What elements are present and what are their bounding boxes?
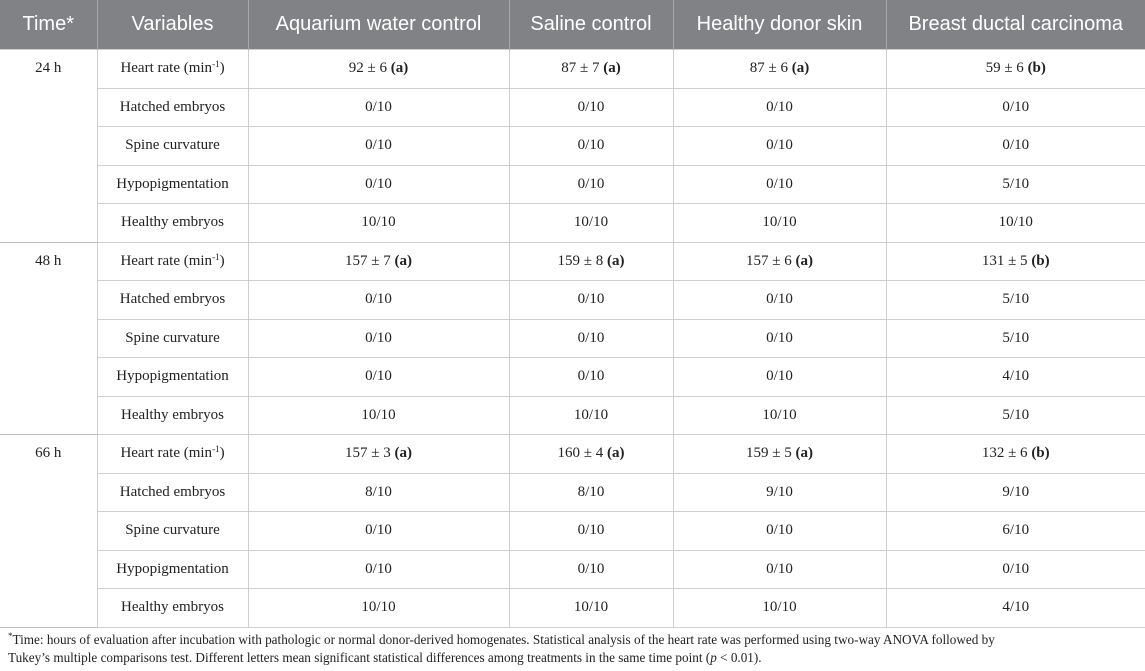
table-row — [0, 358, 1145, 397]
value-main: 0/10 — [365, 522, 392, 539]
variable-cell — [97, 204, 248, 243]
value-cell — [673, 88, 886, 127]
value-main: 0/10 — [577, 560, 605, 577]
value-cell — [886, 319, 1145, 358]
table-row — [0, 435, 1145, 474]
value-cell — [248, 396, 509, 435]
variable-label: Heart rate (min — [120, 60, 213, 77]
variable-label: Heart rate (min — [120, 445, 213, 462]
significance-letter: (a) — [390, 60, 409, 77]
table-row — [0, 127, 1145, 166]
value-cell — [886, 589, 1145, 628]
table-row — [0, 281, 1145, 320]
table-body — [0, 50, 1145, 628]
significance-letter: (a) — [606, 252, 625, 269]
value-main: 0/10 — [766, 137, 793, 154]
value-cell — [509, 473, 673, 512]
value-main: 9/10 — [766, 483, 793, 500]
value-main: 0/10 — [577, 291, 605, 308]
value-main: 0/10 — [766, 522, 793, 539]
variable-cell — [97, 242, 248, 281]
variable-unit-exponent: -1 — [212, 251, 220, 262]
significance-letter: (a) — [603, 60, 621, 77]
variable-label: Hatched embryos — [119, 291, 226, 308]
value-main: 0/10 — [766, 560, 793, 577]
value-main: 10/10 — [361, 214, 396, 231]
variable-label: Spine curvature — [125, 137, 220, 154]
value-main: 10/10 — [573, 214, 609, 231]
value-main: 8/10 — [365, 483, 392, 500]
header-saline-control: Saline control — [509, 0, 673, 50]
value-main: 0/10 — [1002, 98, 1030, 115]
value-cell — [248, 550, 509, 589]
value-main: 5/10 — [1002, 406, 1030, 423]
value-main: 5/10 — [1002, 291, 1030, 308]
variable-cell — [97, 435, 248, 474]
variable-unit-exponent: -1 — [212, 444, 220, 455]
time-cell: 24 h — [0, 50, 97, 243]
value-cell — [248, 281, 509, 320]
variable-label: Healthy embryos — [121, 406, 224, 423]
value-cell — [673, 319, 886, 358]
table-row — [0, 204, 1145, 243]
table-row — [0, 165, 1145, 204]
value-cell — [509, 165, 673, 204]
value-main: 0/10 — [577, 137, 605, 154]
value-main: 157 ± 3 — [345, 445, 391, 462]
value-cell — [509, 396, 673, 435]
value-main: 6/10 — [1002, 522, 1030, 539]
value-cell — [248, 435, 509, 474]
value-main: 59 ± 6 — [985, 60, 1024, 77]
value-cell — [673, 50, 886, 89]
variable-cell — [97, 550, 248, 589]
table-row — [0, 88, 1145, 127]
value-main: 9/10 — [1002, 483, 1030, 500]
footnote-text-3: < 0.01). — [716, 650, 762, 665]
value-cell — [886, 281, 1145, 320]
value-cell — [886, 165, 1145, 204]
value-main: 159 ± 5 — [746, 445, 792, 462]
variable-cell — [97, 88, 248, 127]
variable-cell — [97, 589, 248, 628]
value-main: 0/10 — [766, 175, 793, 192]
table-row — [0, 242, 1145, 281]
variable-cell — [97, 127, 248, 166]
value-main: 0/10 — [766, 98, 793, 115]
significance-letter: (a) — [795, 445, 813, 462]
time-cell: 48 h — [0, 242, 97, 435]
value-main: 0/10 — [365, 137, 392, 154]
value-cell — [886, 550, 1145, 589]
value-cell — [886, 50, 1145, 89]
variable-cell — [97, 396, 248, 435]
significance-letter: (a) — [394, 445, 412, 462]
value-cell — [673, 165, 886, 204]
value-cell — [886, 435, 1145, 474]
significance-letter: (b) — [1031, 445, 1050, 462]
value-cell — [509, 435, 673, 474]
footnote-line-2 — [8, 649, 1133, 667]
value-cell — [673, 127, 886, 166]
value-main: 8/10 — [577, 483, 605, 500]
value-main: 4/10 — [1002, 599, 1030, 616]
value-main: 0/10 — [577, 329, 605, 346]
variable-unit-exponent: -1 — [212, 59, 220, 70]
table-row — [0, 512, 1145, 551]
value-cell — [509, 319, 673, 358]
value-main: 10/10 — [762, 599, 797, 616]
time-cell: 66 h — [0, 435, 97, 628]
value-cell — [248, 319, 509, 358]
significance-letter: (b) — [1027, 60, 1046, 77]
value-main: 0/10 — [365, 175, 392, 192]
variable-label: Spine curvature — [125, 522, 220, 539]
footnote-text-1: Time: hours of evaluation after incubation with pathologic or normal donor-derived homogenates. Statistical analysis of the heart rate was performed using two-way ANOVA followed by — [12, 632, 995, 647]
value-main: 92 ± 6 — [348, 60, 387, 77]
value-cell — [509, 281, 673, 320]
variable-label: Heart rate (min — [120, 252, 213, 269]
value-main: 10/10 — [573, 599, 609, 616]
value-main: 5/10 — [1002, 175, 1030, 192]
value-main: 0/10 — [766, 368, 793, 385]
value-cell — [248, 165, 509, 204]
value-cell — [509, 127, 673, 166]
variable-label: Hypopigmentation — [116, 560, 229, 577]
table-footnote — [8, 631, 1133, 667]
value-main: 0/10 — [577, 175, 605, 192]
value-main: 4/10 — [1002, 368, 1030, 385]
value-main: 87 ± 7 — [561, 60, 600, 77]
value-main: 0/10 — [365, 98, 392, 115]
value-cell — [509, 50, 673, 89]
value-main: 131 ± 5 — [981, 252, 1028, 269]
value-main: 0/10 — [365, 560, 392, 577]
value-main: 10/10 — [762, 406, 797, 423]
variable-cell — [97, 165, 248, 204]
value-cell — [886, 88, 1145, 127]
variable-label: Healthy embryos — [121, 599, 224, 616]
value-main: 0/10 — [577, 522, 605, 539]
value-cell — [673, 396, 886, 435]
value-cell — [673, 242, 886, 281]
value-cell — [248, 473, 509, 512]
variable-label: Hypopigmentation — [116, 175, 229, 192]
value-cell — [886, 473, 1145, 512]
value-cell — [509, 550, 673, 589]
table-row — [0, 550, 1145, 589]
variable-cell — [97, 512, 248, 551]
table-row — [0, 396, 1145, 435]
footnote-p-symbol: p — [710, 650, 717, 665]
value-cell — [248, 127, 509, 166]
value-cell — [673, 512, 886, 551]
table-row — [0, 319, 1145, 358]
value-main: 157 ± 6 — [746, 252, 792, 269]
value-cell — [509, 204, 673, 243]
value-cell — [886, 512, 1145, 551]
value-cell — [886, 396, 1145, 435]
value-cell — [673, 550, 886, 589]
value-main: 10/10 — [998, 214, 1033, 231]
table-header-row — [0, 0, 1145, 50]
value-main: 0/10 — [365, 291, 392, 308]
value-cell — [248, 242, 509, 281]
value-main: 10/10 — [573, 406, 609, 423]
value-cell — [248, 358, 509, 397]
footnote-text-2: Tukey’s multiple comparisons test. Different letters mean significant statistical differences among treatments in the same time point ( — [8, 650, 711, 665]
value-cell — [673, 281, 886, 320]
value-main: 10/10 — [361, 599, 396, 616]
value-cell — [509, 512, 673, 551]
footnote-line-1 — [8, 631, 1133, 649]
table-row — [0, 589, 1145, 628]
variable-label: Healthy embryos — [121, 214, 224, 231]
value-cell — [509, 242, 673, 281]
value-cell — [248, 589, 509, 628]
value-main: 132 ± 6 — [981, 445, 1028, 462]
significance-letter: (a) — [606, 445, 625, 462]
variable-cell — [97, 319, 248, 358]
value-cell — [886, 127, 1145, 166]
variable-unit-close: ) — [219, 252, 225, 269]
value-main: 0/10 — [1002, 137, 1030, 154]
variable-label: Hatched embryos — [119, 98, 226, 115]
significance-letter: (a) — [795, 252, 813, 269]
value-cell — [673, 435, 886, 474]
header-time: Time* — [0, 0, 97, 50]
value-main: 10/10 — [762, 214, 797, 231]
table-row — [0, 50, 1145, 89]
value-cell — [673, 204, 886, 243]
value-main: 87 ± 6 — [749, 60, 788, 77]
value-main: 0/10 — [766, 329, 793, 346]
variable-cell — [97, 358, 248, 397]
value-cell — [509, 589, 673, 628]
footnote-marker: * — [8, 631, 13, 641]
header-healthy-donor-skin: Healthy donor skin — [673, 0, 886, 50]
variable-unit-close: ) — [219, 445, 225, 462]
significance-letter: (a) — [791, 60, 810, 77]
value-cell — [248, 512, 509, 551]
value-cell — [673, 589, 886, 628]
variable-label: Spine curvature — [125, 329, 220, 346]
value-cell — [509, 358, 673, 397]
value-main: 157 ± 7 — [345, 252, 391, 269]
value-cell — [673, 358, 886, 397]
variable-cell — [97, 281, 248, 320]
variable-unit-close: ) — [219, 60, 225, 77]
value-cell — [673, 473, 886, 512]
value-cell — [248, 50, 509, 89]
significance-letter: (b) — [1031, 252, 1050, 269]
value-cell — [509, 88, 673, 127]
variable-label: Hatched embryos — [119, 483, 226, 500]
header-variables: Variables — [97, 0, 248, 50]
table-row — [0, 473, 1145, 512]
value-main: 0/10 — [1002, 560, 1030, 577]
value-main: 0/10 — [365, 368, 392, 385]
significance-letter: (a) — [394, 252, 412, 269]
value-main: 10/10 — [361, 406, 396, 423]
header-breast-ductal-carcinoma: Breast ductal carcinoma — [886, 0, 1145, 50]
value-main: 0/10 — [577, 368, 605, 385]
value-main: 0/10 — [365, 329, 392, 346]
value-cell — [886, 242, 1145, 281]
value-cell — [886, 358, 1145, 397]
header-aquarium-water-control: Aquarium water control — [248, 0, 509, 50]
value-cell — [886, 204, 1145, 243]
value-cell — [248, 204, 509, 243]
value-main: 0/10 — [577, 98, 605, 115]
variable-cell — [97, 50, 248, 89]
value-main: 5/10 — [1002, 329, 1030, 346]
variable-label: Hypopigmentation — [116, 368, 229, 385]
value-cell — [248, 88, 509, 127]
value-main: 160 ± 4 — [557, 445, 604, 462]
variable-cell — [97, 473, 248, 512]
value-main: 159 ± 8 — [557, 252, 604, 269]
value-main: 0/10 — [766, 291, 793, 308]
